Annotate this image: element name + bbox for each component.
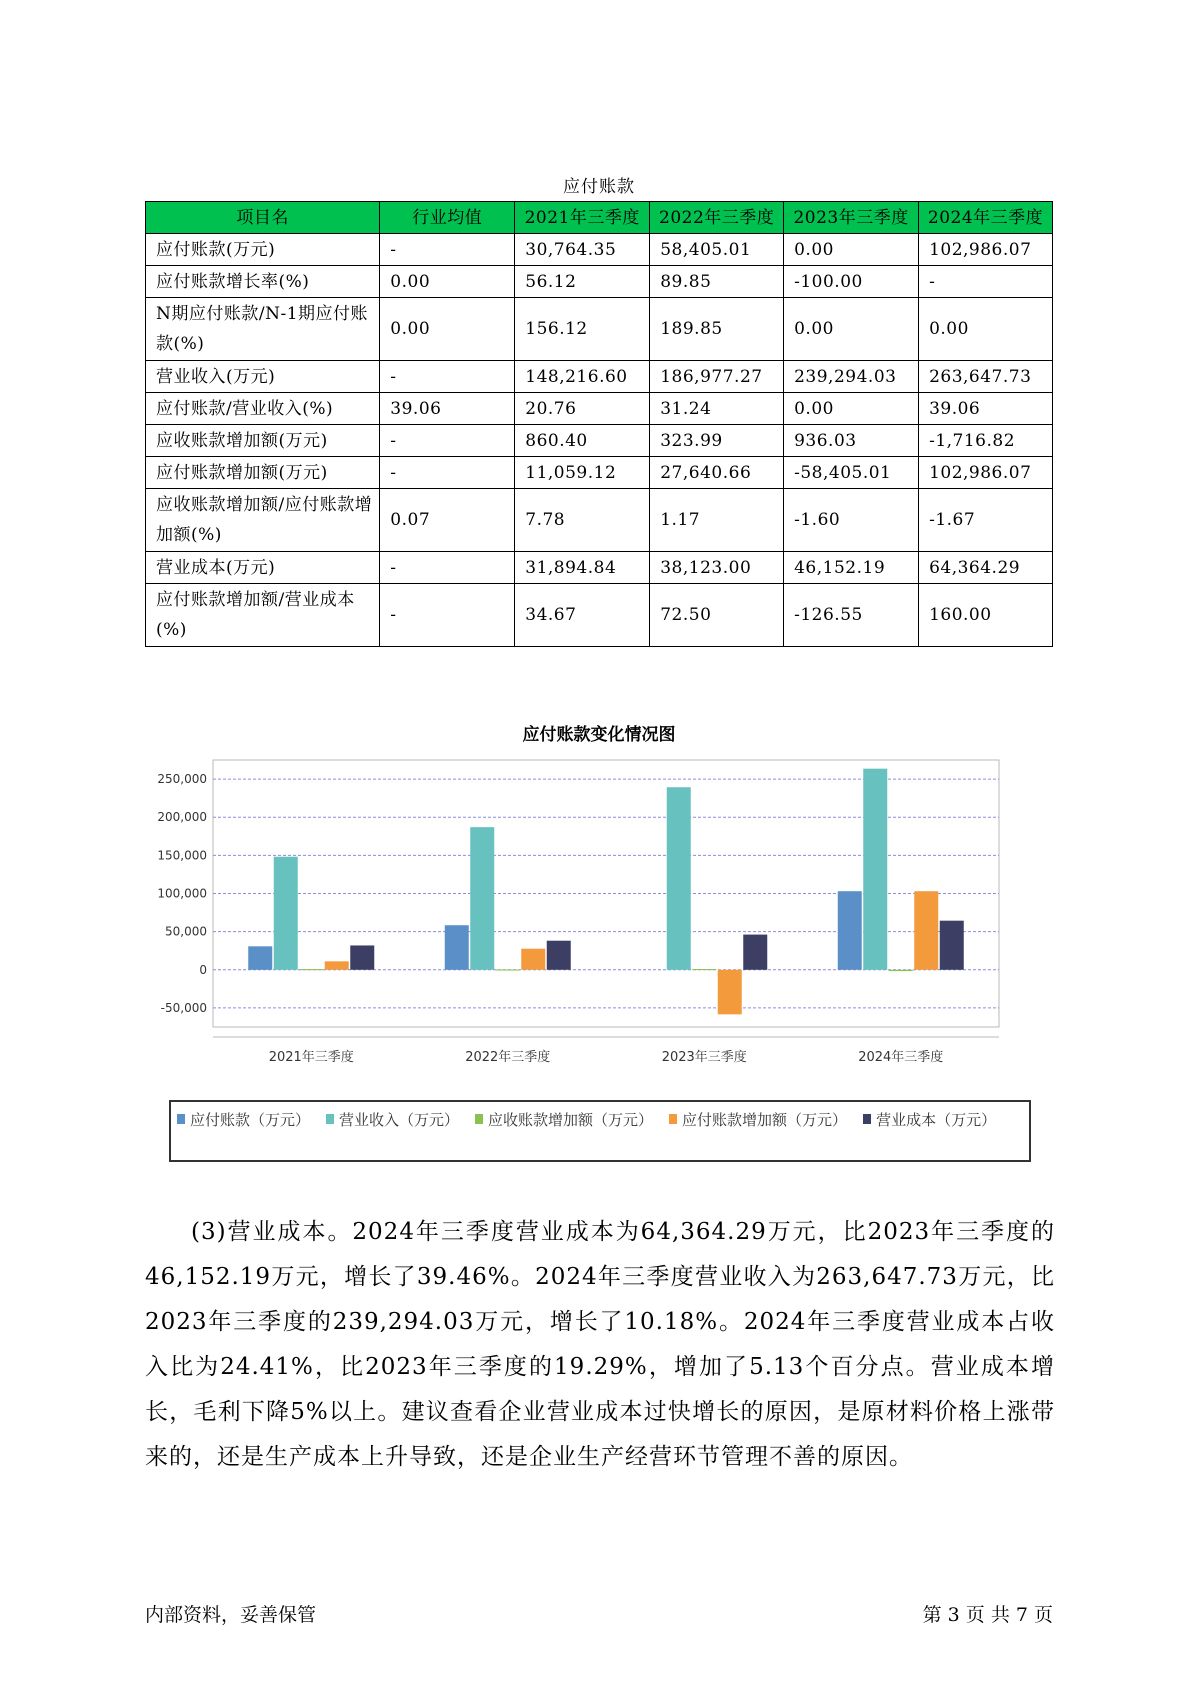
legend-swatch (326, 1114, 334, 1124)
analysis-paragraph: (3)营业成本。2024年三季度营业成本为64,364.29万元，比2023年三季度的46,152.19万元，增长了39.46%。2024年三季度营业收入为263,647.73万元，比2023年三季度的239,294.03万元，增长了10.18%。2024年三季度营业成本占收入比为24.41%，比2023年三季度的19.29%，增加了5.13个百分点。营业成本增长，毛利下降5%以上。建议查看企业营业成本过快增长的原因，是原材料价格上涨带来的，还是生产成本上升导致，还是企业生产经营环节管理不善的原因。 (145, 1219, 1055, 1470)
table-cell: 46,152.19 (784, 552, 919, 584)
legend-label: 应收账款增加额（万元） (488, 1110, 654, 1129)
bar (445, 925, 469, 970)
table-cell: 39.06 (380, 393, 515, 425)
table-cell: 11,059.12 (515, 457, 650, 489)
table-header-row (146, 202, 1053, 234)
legend-swatch (177, 1114, 185, 1124)
table-cell: 31,894.84 (515, 552, 650, 584)
table-cell: 56.12 (515, 266, 650, 298)
table-caption: 应付账款 (563, 177, 635, 197)
row-label: 营业收入(万元) (146, 361, 380, 393)
table-row (146, 298, 1053, 361)
row-label: 应付账款增加额(万元) (146, 457, 380, 489)
table-cell: 0.00 (784, 298, 919, 361)
table-cell: 0.07 (380, 489, 515, 552)
legend-label: 应付账款增加额（万元） (682, 1110, 848, 1129)
bar (718, 970, 742, 1015)
table-cell: - (380, 552, 515, 584)
table-cell: -58,405.01 (784, 457, 919, 489)
row-label: 应付账款增长率(%) (146, 266, 380, 298)
row-label: 应付账款增加额/营业成本(%) (146, 584, 380, 647)
chart-legend (169, 1100, 1031, 1162)
bar (863, 769, 887, 970)
table-cell: 58,405.01 (650, 234, 784, 266)
accounts-payable-table (145, 201, 1053, 647)
footer-confidential-note: 内部资料，妥善保管 (145, 1604, 317, 1626)
table-cell: 102,986.07 (919, 457, 1053, 489)
table-row (146, 234, 1053, 266)
table-row (146, 584, 1053, 647)
header-cell: 2023年三季度 (784, 202, 919, 234)
table-cell: 148,216.60 (515, 361, 650, 393)
footer-page-number: 第 3 页 共 7 页 (922, 1604, 1053, 1626)
table-cell: -1.67 (919, 489, 1053, 552)
x-tick-label: 2021年三季度 (268, 1050, 354, 1065)
header-cell: 项目名 (146, 202, 380, 234)
legend-item (475, 1106, 653, 1132)
row-label: 应付账款(万元) (146, 234, 380, 266)
bar (350, 945, 374, 969)
table-cell: 102,986.07 (919, 234, 1053, 266)
table-cell: 38,123.00 (650, 552, 784, 584)
table-row (146, 361, 1053, 393)
table-cell: 323.99 (650, 425, 784, 457)
table-cell: 160.00 (919, 584, 1053, 647)
table-cell: 27,640.66 (650, 457, 784, 489)
table-cell: - (380, 234, 515, 266)
table-cell: 860.40 (515, 425, 650, 457)
row-label: 应收账款增加额(万元) (146, 425, 380, 457)
x-tick-label: 2024年三季度 (858, 1050, 944, 1065)
legend-swatch (669, 1114, 677, 1124)
bar (521, 949, 545, 970)
y-tick-label: -50,000 (160, 1000, 207, 1015)
table-cell: -126.55 (784, 584, 919, 647)
legend-swatch (863, 1114, 871, 1124)
bar (889, 970, 913, 971)
row-label: N期应付账款/N-1期应付账款(%) (146, 298, 380, 361)
bar-chart (145, 758, 1053, 1098)
y-tick-label: 0 (199, 962, 207, 977)
x-tick-label: 2023年三季度 (661, 1050, 747, 1065)
table-cell: - (380, 425, 515, 457)
table-cell: - (380, 457, 515, 489)
table-cell: 20.76 (515, 393, 650, 425)
table-cell: 186,977.27 (650, 361, 784, 393)
table-cell: 89.85 (650, 266, 784, 298)
header-cell: 2024年三季度 (919, 202, 1053, 234)
y-tick-label: 100,000 (157, 886, 207, 901)
table-cell: -1.60 (784, 489, 919, 552)
table-row (146, 457, 1053, 489)
row-label: 营业成本(万元) (146, 552, 380, 584)
bar (496, 970, 520, 971)
bar (274, 857, 298, 970)
bar (914, 891, 938, 970)
table-cell: -100.00 (784, 266, 919, 298)
bar (248, 946, 272, 969)
table-cell: 156.12 (515, 298, 650, 361)
table-cell: 72.50 (650, 584, 784, 647)
header-cell: 2022年三季度 (650, 202, 784, 234)
header-cell: 行业均值 (380, 202, 515, 234)
table-cell: 0.00 (784, 234, 919, 266)
legend-item (863, 1106, 996, 1132)
table-cell: - (919, 266, 1053, 298)
legend-item (326, 1106, 459, 1132)
table-cell: 0.00 (380, 266, 515, 298)
chart-container (145, 720, 1053, 1160)
y-tick-label: 200,000 (157, 810, 207, 825)
table-cell: 39.06 (919, 393, 1053, 425)
table-cell: 189.85 (650, 298, 784, 361)
row-label: 应收账款增加额/应付账款增加额(%) (146, 489, 380, 552)
header-cell: 2021年三季度 (515, 202, 650, 234)
bar (547, 941, 571, 970)
table-row (146, 489, 1053, 552)
legend-item (177, 1106, 310, 1132)
bar (667, 787, 691, 970)
table-cell: 239,294.03 (784, 361, 919, 393)
row-label: 应付账款/营业收入(%) (146, 393, 380, 425)
legend-label: 应付账款（万元） (190, 1110, 311, 1129)
legend-label: 营业成本（万元） (876, 1110, 997, 1129)
table-row (146, 552, 1053, 584)
chart-title: 应付账款变化情况图 (522, 725, 676, 745)
bar (325, 961, 349, 969)
x-tick-label: 2022年三季度 (465, 1050, 551, 1065)
y-tick-label: 50,000 (165, 924, 207, 939)
table-cell: - (380, 584, 515, 647)
bar (470, 827, 494, 970)
bar (743, 935, 767, 970)
table-cell: 31.24 (650, 393, 784, 425)
table-cell: -1,716.82 (919, 425, 1053, 457)
table-cell: 7.78 (515, 489, 650, 552)
table-cell: 64,364.29 (919, 552, 1053, 584)
y-tick-label: 250,000 (157, 772, 207, 787)
table-row (146, 266, 1053, 298)
bar (692, 969, 716, 970)
legend-swatch (475, 1114, 483, 1124)
legend-label: 营业收入（万元） (339, 1110, 460, 1129)
table-cell: 30,764.35 (515, 234, 650, 266)
table-cell: 34.67 (515, 584, 650, 647)
table-cell: 0.00 (919, 298, 1053, 361)
table-cell: 936.03 (784, 425, 919, 457)
y-tick-label: 150,000 (157, 848, 207, 863)
legend-item (669, 1106, 847, 1132)
table-cell: - (380, 361, 515, 393)
bar (299, 969, 323, 970)
table-cell: 0.00 (380, 298, 515, 361)
table-row (146, 425, 1053, 457)
table-row (146, 393, 1053, 425)
table-cell: 1.17 (650, 489, 784, 552)
bar (838, 891, 862, 970)
bar (940, 921, 964, 970)
table-cell: 263,647.73 (919, 361, 1053, 393)
table-cell: 0.00 (784, 393, 919, 425)
